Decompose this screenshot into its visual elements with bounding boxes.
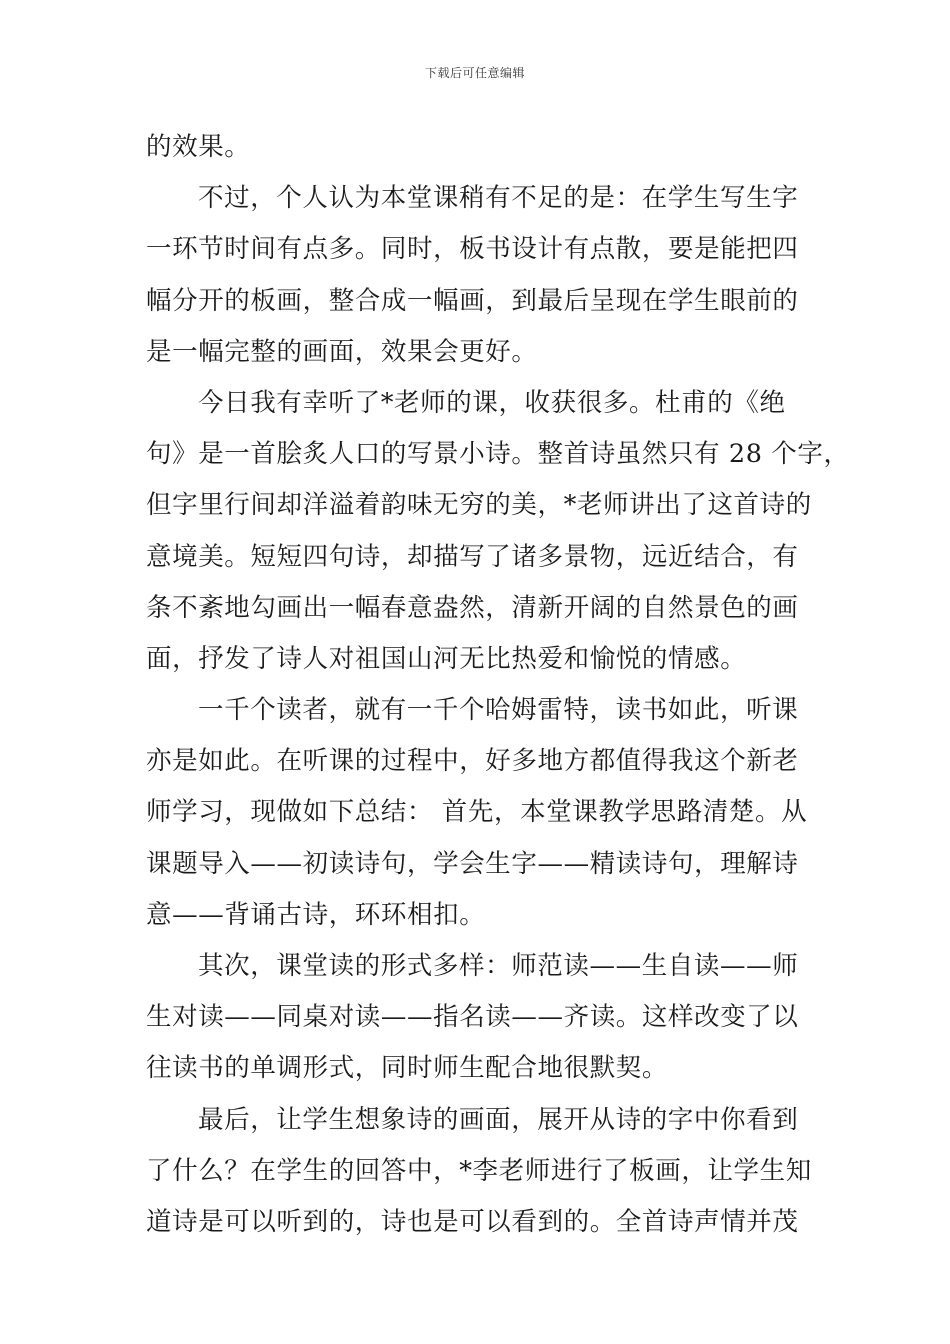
text-line: 亦是如此。在听课的过程中，好多地方都值得我这个新老 (146, 746, 799, 777)
text-line: 不过，个人认为本堂课稍有不足的是：在学生写生字 (198, 183, 799, 214)
text-line: 一环节时间有点多。同时，板书设计有点散，要是能把四 (146, 234, 799, 265)
text-line: 课题导入——初读诗句，学会生字——精读诗句，理解诗 (146, 848, 799, 879)
text-line: 但字里行间却洋溢着韵味无穷的美，*老师讲出了这首诗的 (146, 490, 812, 521)
text-line: 意——背诵古诗，环环相扣。 (146, 899, 486, 930)
text-line: 面，抒发了诗人对祖国山河无比热爱和愉悦的情感。 (146, 643, 747, 674)
text-line: 往读书的单调形式，同时师生配合地很默契。 (146, 1053, 669, 1084)
text-line: 师学习，现做如下总结： 首先，本堂课教学思路清楚。从 (146, 797, 808, 828)
text-line: 幅分开的板画，整合成一幅画，到最后呈现在学生眼前的 (146, 285, 799, 316)
text-line: 生对读——同桌对读——指名读——齐读。这样改变了以 (146, 1002, 799, 1033)
document-body (146, 122, 850, 1248)
text-line: 条不紊地勾画出一幅春意盎然，清新开阔的自然景色的画 (146, 592, 799, 623)
text-line: 今日我有幸听了*老师的课，收获很多。杜甫的《绝 (198, 387, 786, 418)
text-line: 句》是一首脍炙人口的写景小诗。整首诗虽然只有 28 个字， (146, 439, 850, 470)
text-line: 了什么？在学生的回答中，*李老师进行了板画，让学生知 (146, 1155, 812, 1186)
text-line: 道诗是可以听到的，诗也是可以看到的。全首诗声情并茂 (146, 1206, 799, 1237)
text-line: 最后，让学生想象诗的画面，展开从诗的字中你看到 (198, 1104, 799, 1135)
text-line: 一千个读者，就有一千个哈姆雷特，读书如此，听课 (198, 695, 799, 726)
text-line: 是一幅完整的画面，效果会更好。 (146, 336, 538, 367)
text-line: 其次，课堂读的形式多样：师范读——生自读——师 (198, 951, 799, 981)
text-line: 意境美。短短四句诗，却描写了诸多景物，远近结合，有 (146, 541, 799, 572)
page-header: 下载后可任意编辑 (424, 66, 525, 80)
text-line: 的效果。 (146, 132, 251, 162)
